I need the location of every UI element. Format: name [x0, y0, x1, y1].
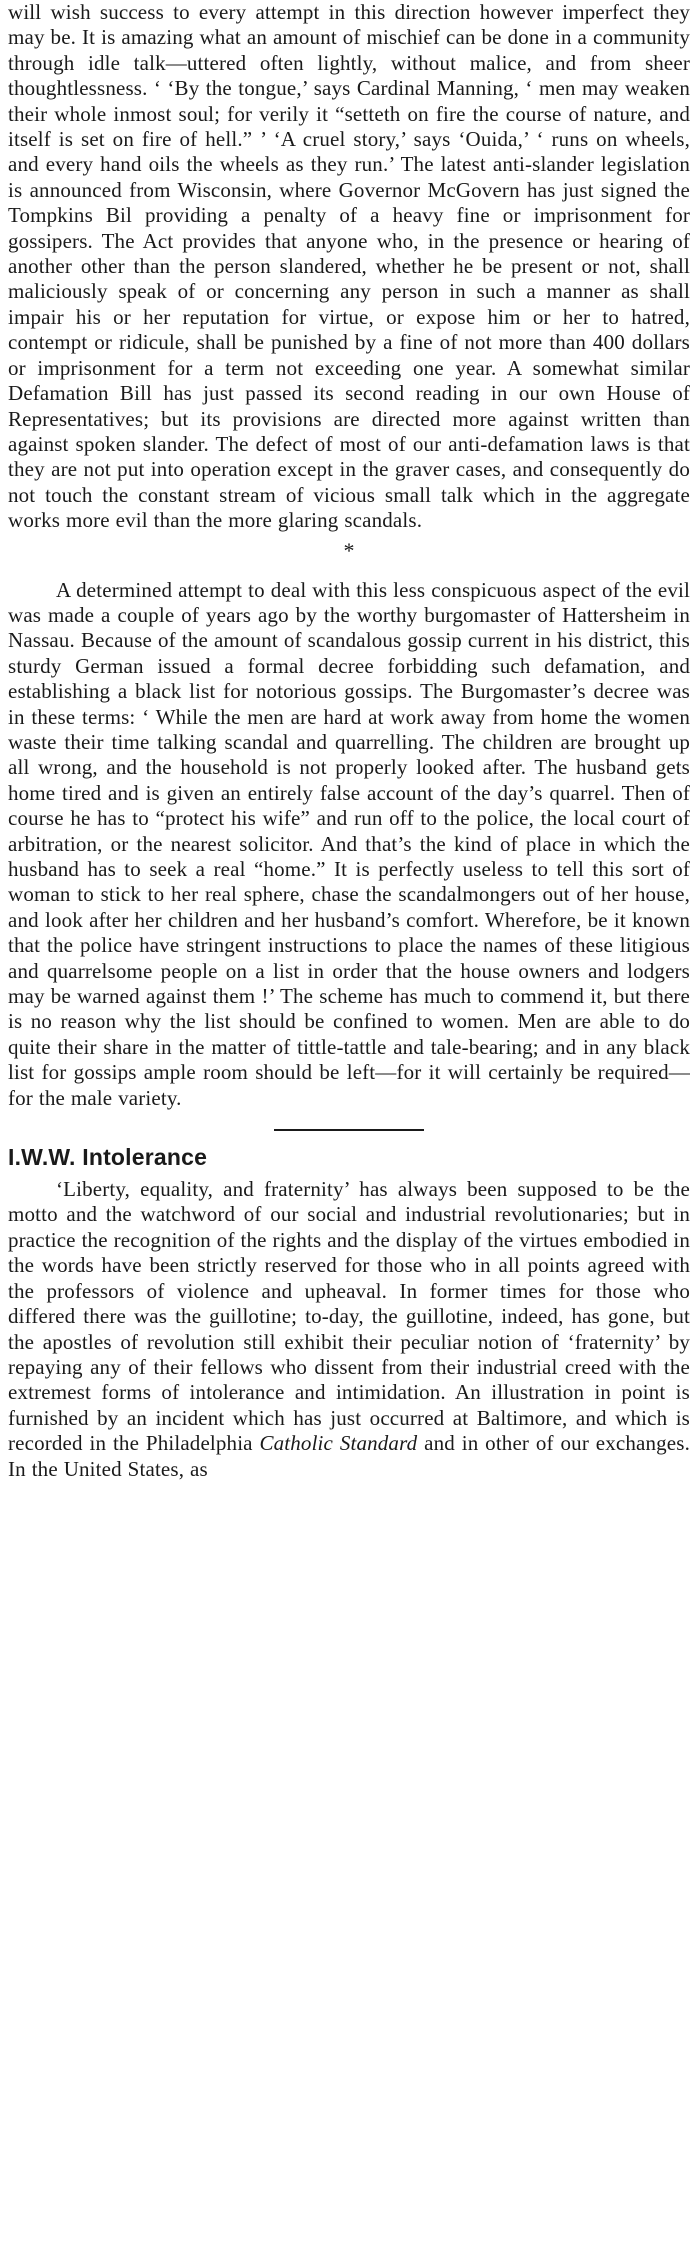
paragraph-text-part: and in other of our exchanges. In the United States, as: [8, 1431, 690, 1481]
article-paragraph-iww-intolerance: [8, 1177, 690, 1482]
article-paragraph-slander-legislation: will wish success to every attempt in this direction however imperfect they may be. It is amazing what an amount of mischief can be done in a community through idle talk—uttered often lightly, without malice, and from sheer thoughtlessness. ‘ ‘By the tongue,’ says Cardinal Manning, ‘ men may weaken their whole inmost soul; for verily it “setteth on fire the course of nature, and itself is set on fire of hell.” ’ ‘A cruel story,’ says ‘Ouida,’ ‘ runs on wheels, and every hand oils the wheels as they run.’ The latest anti-slander legislation is announced from Wisconsin, where Governor McGovern has just signed the Tompkins Bil providing a penalty of a heavy fine or imprisonment for gossipers. The Act provides that anyone who, in the presence or hearing of another other than the person slandered, whether he be present or not, shall maliciously speak of or concerning any person in such a manner as shall impair his or her reputation for virtue, or expose him or her to hatred, contempt or ridicule, shall be punished by a fine of not more than 400 dollars or imprisonment for a term not exceeding one year. A somewhat similar Defamation Bill has just passed its second reading in our own House of Representatives; but its provisions are directed more against written than against spoken slander. The defect of most of our anti-defamation laws is that they are not put into operation except in the graver cases, and consequently do not touch the constant stream of vicious small talk which in the aggregate works more evil than the more glaring scandals.: [8, 0, 690, 533]
article-paragraph-hattersheim-decree: A determined attempt to deal with this less conspicuous aspect of the evil was made a couple of years ago by the worthy burgomaster of Hattersheim in Nassau. Because of the amount of scandalous gossip current in his district, this sturdy German issued a formal decree forbidding such defamation, and establishing a black list for notorious gossips. The Burgomaster’s decree was in these terms: ‘ While the men are hard at work away from home the women waste their time talking scandal and quarrelling. The children are brought up all wrong, and the household is not properly looked after. The husband gets home tired and is given an entirely false account of the day’s quarrel. Then of course he has to “protect his wife” and run off to the police, the local court of arbitration, or the nearest solicitor. And that’s the kind of place in which the husband has to seek a real “home.” It is perfectly useless to tell this sort of woman to stick to her real sphere, chase the scandalmongers out of her house, and look after her children and her husband’s comfort. Wherefore, be it known that the police have stringent instructions to place the names of these litigious and quarrelsome people on a list in order that the house owners and lodgers may be warned against them !’ The scheme has much to commend it, but there is no reason why the list should be confined to women. Men are able to do quite their share in the matter of tittle-tattle and tale-bearing; and in any black list for gossips ample room should be left—for it will certainly be required—for the male variety.: [8, 577, 690, 1110]
section-rule: [274, 1129, 424, 1131]
paragraph-text-part: ‘Liberty, equality, and fraternity’ has always been supposed to be the motto and the watchword of our social and industrial revolutionaries; but in practice the recognition of the rights and the display of the virtues embodied in the words have been strictly reserved for those who in all points agreed with the professors of violence and upheaval. In former times for those who differed there was the guillotine; to-day, the guillotine, indeed, has gone, but the apostles of revolution still exhibit their peculiar notion of ‘fraternity’ by repaying any of their fellows who dissent from their industrial creed with the extremest forms of intolerance and intimidation. An illustration in point is furnished by an incident which has just occurred at Baltimore, and which is recorded in the Philadelphia: [8, 1177, 690, 1456]
publication-title-italic: Catholic Standard: [259, 1431, 418, 1456]
section-heading-iww-intolerance: I.W.W. Intolerance: [8, 1144, 208, 1171]
newspaper-page: [8, 0, 690, 2248]
section-divider-star: *: [343, 537, 355, 563]
